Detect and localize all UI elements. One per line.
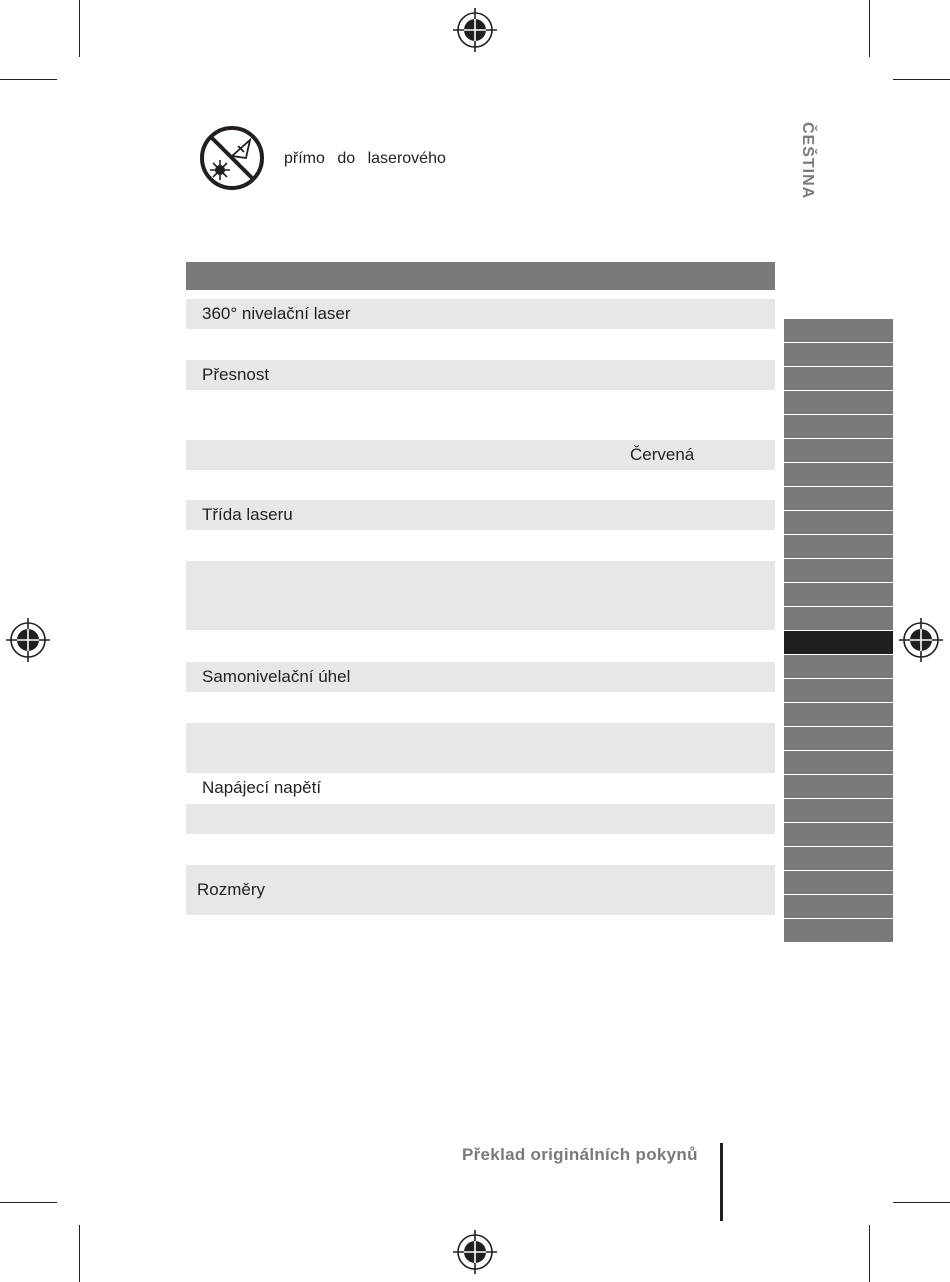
registration-mark-icon bbox=[899, 618, 943, 662]
table-row bbox=[186, 360, 775, 390]
language-tab[interactable] bbox=[784, 439, 893, 463]
crop-mark bbox=[893, 79, 950, 80]
row-label-accuracy: Přesnost bbox=[202, 365, 270, 384]
language-tab[interactable] bbox=[784, 391, 893, 415]
row-label-laser-type: 360° nivelační laser bbox=[202, 304, 351, 323]
crop-mark bbox=[79, 0, 80, 57]
language-tab[interactable] bbox=[784, 679, 893, 703]
table-row bbox=[186, 865, 775, 915]
language-tab[interactable] bbox=[784, 559, 893, 583]
registration-mark-icon bbox=[6, 618, 50, 662]
crop-mark bbox=[79, 1225, 80, 1282]
crop-mark bbox=[0, 1202, 57, 1203]
table-row bbox=[186, 723, 775, 773]
registration-mark-icon bbox=[453, 8, 497, 52]
language-tab[interactable] bbox=[784, 319, 893, 343]
language-tab[interactable] bbox=[784, 487, 893, 511]
language-tab[interactable] bbox=[784, 343, 893, 367]
language-tab[interactable] bbox=[784, 703, 893, 727]
table-row bbox=[186, 804, 775, 834]
language-tab[interactable] bbox=[784, 367, 893, 391]
row-label-laser-class: Třída laseru bbox=[202, 505, 293, 524]
laser-warning-text: přímo do laserového bbox=[284, 150, 446, 167]
language-tab[interactable] bbox=[784, 583, 893, 607]
crop-mark bbox=[0, 79, 57, 80]
crop-mark bbox=[893, 1202, 950, 1203]
language-tab[interactable] bbox=[784, 463, 893, 487]
row-value-laser-color: Červená bbox=[630, 445, 695, 464]
language-tab[interactable] bbox=[784, 655, 893, 679]
registration-mark-icon bbox=[453, 1230, 497, 1274]
row-label-supply-voltage: Napájecí napětí bbox=[202, 778, 322, 797]
crop-mark bbox=[869, 0, 870, 57]
language-label: ČEŠTINA bbox=[799, 122, 816, 200]
table-row bbox=[186, 561, 775, 630]
row-label-dimensions: Rozměry bbox=[197, 880, 266, 899]
language-tab[interactable] bbox=[784, 823, 893, 847]
row-label-self-leveling-angle: Samonivelační úhel bbox=[202, 667, 351, 686]
language-tab[interactable] bbox=[784, 535, 893, 559]
language-tab[interactable] bbox=[784, 727, 893, 751]
no-staring-into-laser-icon bbox=[198, 124, 266, 192]
footer-text: Překlad originálních pokynů bbox=[462, 1145, 698, 1164]
language-tabs bbox=[784, 319, 893, 943]
table-header-bar bbox=[186, 262, 775, 290]
language-tab[interactable] bbox=[784, 511, 893, 535]
footer-divider bbox=[720, 1143, 723, 1221]
language-tab[interactable] bbox=[784, 895, 893, 919]
language-tab[interactable] bbox=[784, 607, 893, 631]
language-tab-active[interactable] bbox=[784, 631, 893, 655]
language-tab[interactable] bbox=[784, 799, 893, 823]
language-tab[interactable] bbox=[784, 919, 893, 943]
crop-mark bbox=[869, 1225, 870, 1282]
language-tab[interactable] bbox=[784, 751, 893, 775]
language-tab[interactable] bbox=[784, 775, 893, 799]
language-tab[interactable] bbox=[784, 847, 893, 871]
language-tab[interactable] bbox=[784, 415, 893, 439]
language-tab[interactable] bbox=[784, 871, 893, 895]
